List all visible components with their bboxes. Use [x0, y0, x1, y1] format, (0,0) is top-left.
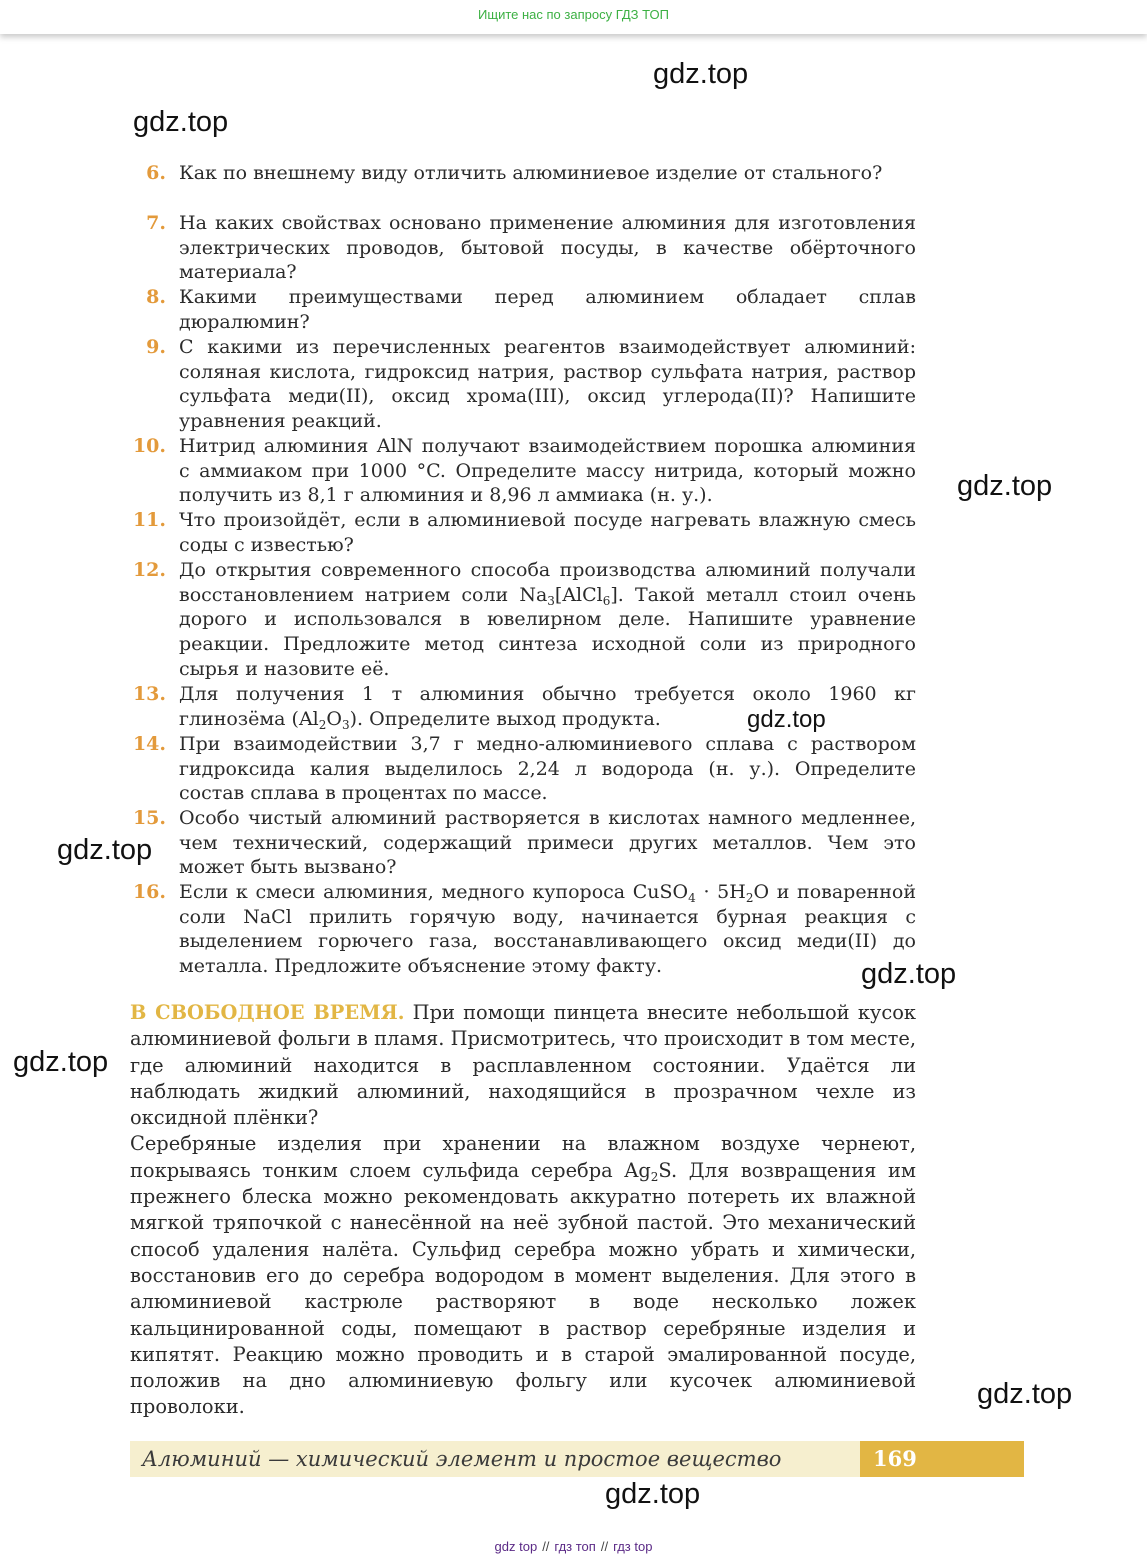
- question-text: Если к смеси алюминия, медного купороса CuSO$_4$ · $5H_2O$ и поваренной соли NaCl прилить горячую воду, начинается бурная реакция с выделением горючего газа, восстанавливающего оксид меди(II) до металла. Предложите объяснение этому факту.: [179, 881, 916, 978]
- bottom-links: [0, 1539, 1147, 1554]
- question-number: 14.: [132, 733, 166, 755]
- watermark: gdz.top: [957, 470, 1053, 502]
- watermark: gdz.top: [653, 58, 749, 90]
- watermark: gdz.top: [977, 1378, 1073, 1410]
- question-number: 6.: [146, 162, 166, 184]
- question-number: 16.: [132, 881, 166, 903]
- question-text: На каких свойствах основано применение алюминия для изготовления электрических проводов, бытовой посуды, в качестве обёрточного материала?: [179, 212, 916, 284]
- question-text: Для получения 1 т алюминия обычно требуется около 1960 кг глинозёма $(Al_2O_3)$. Определите выход продукта.: [179, 683, 916, 732]
- free-time-title: В СВОБОДНОЕ ВРЕМЯ.: [130, 1001, 405, 1024]
- bottom-link[interactable]: гдз top: [613, 1539, 653, 1554]
- question-number: 7.: [146, 212, 166, 234]
- question-text: Что произойдёт, если в алюминиевой посуде нагревать влажную смесь соды с известью?: [179, 509, 916, 556]
- link-separator: //: [542, 1539, 550, 1554]
- bottom-link[interactable]: гдз топ: [554, 1539, 596, 1554]
- question-text: При взаимодействии 3,7 г медно-алюминиевого сплава с раствором гидроксида калия выделилось 2,24 л водорода (н. у.). Определите состав сплава в процентах по массе.: [179, 733, 916, 805]
- watermark: gdz.top: [747, 706, 826, 733]
- free-time-section: [130, 1000, 916, 1421]
- question-number: 11.: [132, 509, 166, 531]
- question-number: 13.: [132, 683, 166, 705]
- page-number-box: [860, 1441, 1024, 1477]
- question-text: Особо чистый алюминий растворяется в кислотах намного медленнее, чем технический, содержащий примеси других металлов. Чем это может быть вызвано?: [179, 807, 916, 879]
- watermark: gdz.top: [57, 834, 153, 866]
- watermark: gdz.top: [605, 1478, 701, 1510]
- watermark: gdz.top: [13, 1046, 109, 1078]
- page-number: 169: [873, 1446, 917, 1471]
- question-text: Нитрид алюминия AlN получают взаимодействием порошка алюминия с аммиаком при 1000 °C. Определите массу нитрида, который можно получить из 8,1 г алюминия и 8,96 л аммиака (н. у.).: [179, 435, 916, 507]
- question-number: 10.: [132, 435, 166, 457]
- question-number: 15.: [132, 807, 166, 829]
- question-text: Какими преимуществами перед алюминием обладает сплав дюралюмин?: [179, 286, 916, 333]
- question-text: До открытия современного способа производства алюминий получали восстановлением натрием соли $Na_3[AlCl_6]$. Такой металл стоил очень дорого и использовался в ювелирном деле. Напишите уравнение реакции. Предложите метод синтеза исходной соли из природного сырья и назовите её.: [179, 559, 916, 680]
- watermark: gdz.top: [861, 958, 957, 990]
- link-separator: //: [600, 1539, 609, 1554]
- question-number: 8.: [146, 286, 166, 308]
- watermark: gdz.top: [133, 106, 229, 138]
- question-number: 9.: [146, 336, 166, 358]
- question-number: 12.: [132, 559, 166, 581]
- free-time-paragraph-1: В СВОБОДНОЕ ВРЕМЯ. При помощи пинцета внесите небольшой кусок алюминиевой фольги в пламя. Присмотритесь, что происходит в том месте, где алюминий находится в расплавленном состоянии. Удаётся ли наблюдать жидкий алюминий, находящийся в прозрачном чехле из оксидной плёнки?: [130, 1001, 916, 1130]
- top-banner: [0, 0, 1147, 34]
- question-text: С какими из перечисленных реагентов взаимодействует алюминий: соляная кислота, гидроксид натрия, раствор сульфата натрия, раствор сульфата меди(II), оксид хрома(III), оксид углерода(II)? Напишите уравнения реакций.: [179, 336, 916, 433]
- bottom-link[interactable]: gdz top: [494, 1539, 538, 1554]
- question-text: Как по внешнему виду отличить алюминиевое изделие от стального?: [179, 162, 883, 184]
- banner-text: Ищите нас по запросу ГДЗ ТОП: [478, 7, 669, 22]
- free-time-paragraph-2: Серебряные изделия при хранении на влажном воздухе чернеют, покрываясь тонким слоем сульфида серебра $Ag_2S$. Для возвращения им прежнего блеска можно рекомендовать аккуратно потереть их влажной мягкой тряпочкой с нанесённой на неё зубной пастой. Это механический способ удаления налёта. Сульфид серебра можно убрать и химически, восстановив его до серебра водородом в момент выделения. Для этого в алюминиевой кастрюле растворяют в воде несколько ложек кальцинированной соды, помещают в раствор серебряные изделия и кипятят. Реакцию можно проводить и в старой эмалированной посуде, положив на дно алюминиевую фольгу или кусочек алюминиевой проволоки.: [130, 1132, 916, 1419]
- chapter-title: Алюминий — химический элемент и простое вещество: [142, 1447, 782, 1471]
